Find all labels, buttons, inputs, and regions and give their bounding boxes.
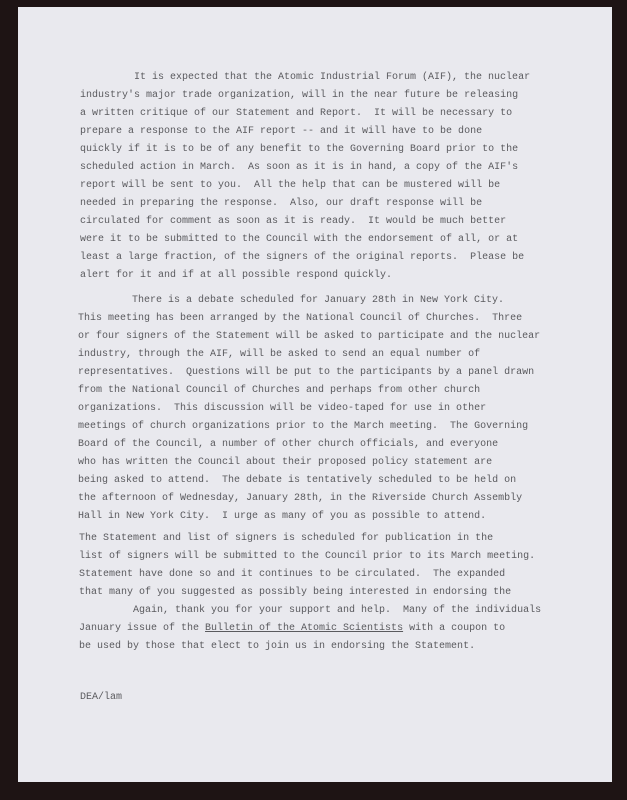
paragraph-debate — [78, 292, 540, 526]
text-line: circulated for comment as soon as it is ready. It would be much better — [80, 216, 507, 227]
text-line: a written critique of our Statement and Report. It will be necessary to — [80, 108, 513, 119]
signature-initials: DEA/lam — [80, 692, 123, 703]
text-line: representatives. Questions will be put to the participants by a panel drawn — [78, 367, 535, 378]
text-line: meetings of church organizations prior to the March meeting. The Governing — [78, 421, 529, 432]
text-line: alert for it and if at all possible respond quickly. — [80, 270, 393, 281]
text-line: Again, thank you for your support and help. Many of the individuals — [133, 605, 542, 616]
text-line: prepare a response to the AIF report -- and it will have to be done — [80, 126, 483, 137]
text-line: January issue of the Bulletin of the Atomic Scientists with a coupon to — [79, 623, 506, 634]
text-line: were it to be submitted to the Council with the endorsement of all, or at — [80, 234, 519, 245]
text-line: This meeting has been arranged by the National Council of Churches. Three — [78, 313, 523, 324]
text-line: industry's major trade organization, will in the near future be releasing — [80, 90, 519, 101]
text-line: being asked to attend. The debate is tentatively scheduled to be held on — [78, 475, 517, 486]
text-line: organizations. This discussion will be video-taped for use in other — [78, 403, 487, 414]
bulletin-title: Bulletin of the Atomic Scientists — [205, 623, 404, 634]
text-line: the afternoon of Wednesday, January 28th, in the Riverside Church Assembly — [78, 493, 523, 504]
text-line: There is a debate scheduled for January 28th in New York City. — [132, 295, 505, 306]
text-line: Hall in New York City. I urge as many of you as possible to attend. — [78, 511, 487, 522]
text-line: from the National Council of Churches and perhaps from other church — [78, 385, 481, 396]
text-line: who has written the Council about their proposed policy statement are — [78, 457, 493, 468]
text-line: be used by those that elect to join us in endorsing the Statement. — [79, 641, 476, 652]
text-line: least a large fraction, of the signers of the original reports. Please be — [80, 252, 525, 263]
text-line: that many of you suggested as possibly being interested in endorsing the — [79, 587, 512, 598]
text-line: quickly if it is to be of any benefit to the Governing Board prior to the — [80, 144, 519, 155]
text-line: The Statement and list of signers is scheduled for publication in the — [79, 533, 494, 544]
paragraph-thanks — [79, 530, 541, 656]
text-line: needed in preparing the response. Also, our draft response will be — [80, 198, 483, 209]
text-line: list of signers will be submitted to the Council prior to its March meeting. — [79, 551, 536, 562]
text-line: scheduled action in March. As soon as it is in hand, a copy of the AIF's — [80, 162, 519, 173]
text-line: report will be sent to you. All the help that can be mustered will be — [80, 180, 501, 191]
text-line: industry, through the AIF, will be asked to send an equal number of — [78, 349, 481, 360]
text-line: It is expected that the Atomic Industrial Forum (AIF), the nuclear — [134, 72, 531, 83]
text-line: Board of the Council, a number of other church officials, and everyone — [78, 439, 499, 450]
paragraph-aif-critique — [80, 69, 530, 285]
text-line: or four signers of the Statement will be asked to participate and the nuclear — [78, 331, 541, 342]
text-line: Statement have done so and it continues to be circulated. The expanded — [79, 569, 506, 580]
